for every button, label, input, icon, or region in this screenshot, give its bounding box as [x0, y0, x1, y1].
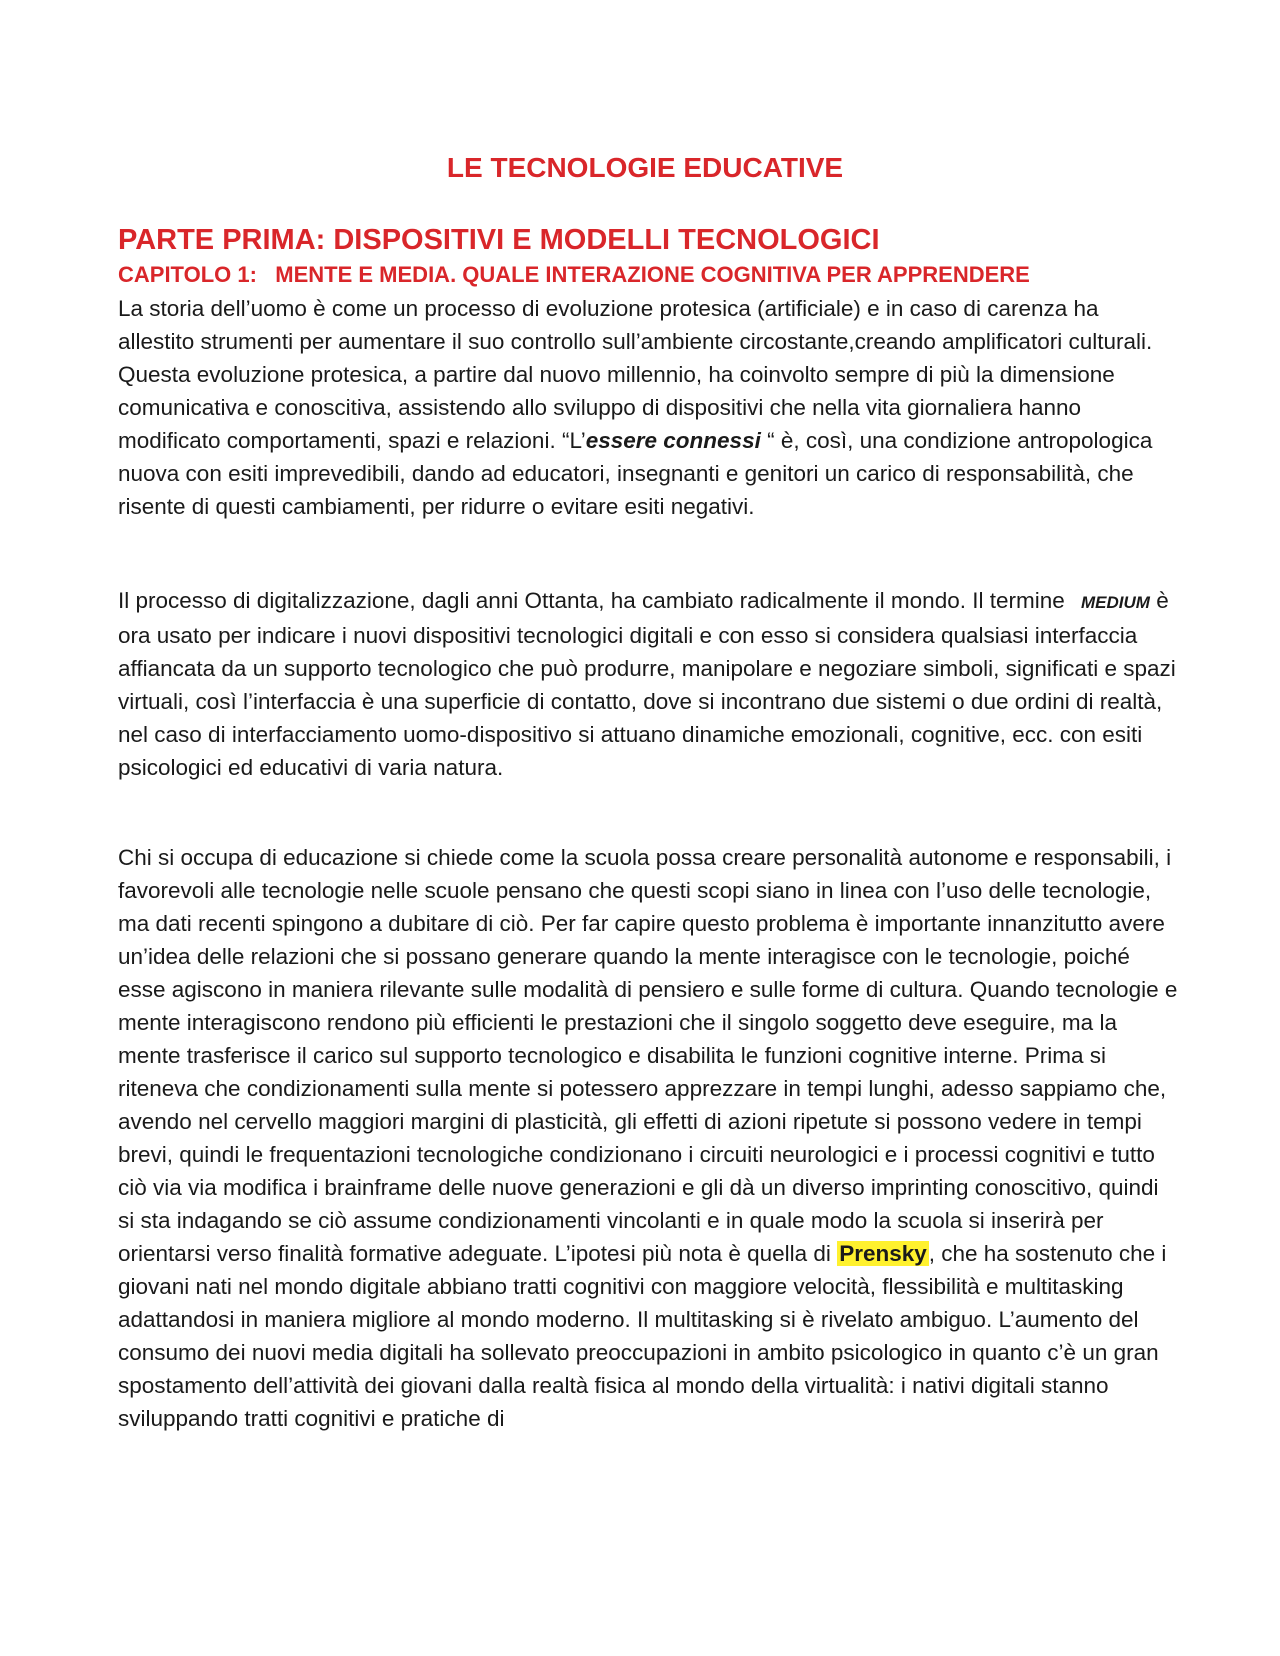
paragraph-education-text-b: , che ha sostenuto che i giovani nati nel mondo digitale abbiano tratti cognitivi con maggiore velocità, flessibilità e multitasking adattandosi in maniera migliore al mondo moderno. Il multitasking si è rivelato ambiguo. L’aumento del consumo dei nuovi media digitali ha sollevato preoccupazioni in ambito psicologico in quanto c’è un gran spostamento dell’attività dei giovani dalla realtà fisica al mondo della virtualità: i nativi digitali stanno sviluppando tratti cognitivi e pratiche di	[118, 1241, 1167, 1431]
paragraph-digitalization-text-a: Il processo di digitalizzazione, dagli anni Ottanta, ha cambiato radicalmente il mondo. Il termine	[118, 588, 1071, 613]
paragraph-digitalization-text-b: è ora usato per indicare i nuovi dispositivi tecnologici digitali e con esso si considera qualsiasi interfaccia affiancata da un supporto tecnologico che può produrre, manipolare e negoziare simboli, significati e spazi virtuali, così l’interfaccia è una superficie di contatto, dove si incontrano due sistemi o due ordini di realtà, nel caso di interfacciamento uomo-dispositivo si attuano dinamiche emozionali, cognitive, ecc. con esiti psicologici ed educativi di varia natura.	[118, 588, 1176, 780]
document-title: LE TECNOLOGIE EDUCATIVE	[446, 152, 844, 183]
paragraph-education	[118, 841, 1178, 1435]
paragraph-intro	[118, 292, 1178, 523]
chapter-title: CAPITOLO 1: MENTE E MEDIA. QUALE INTERAZIONE COGNITIVA PER APPRENDERE	[118, 262, 1030, 287]
emphasis-essere-connessi: essere connessi	[585, 428, 761, 453]
highlight-prensky: Prensky	[839, 1241, 927, 1266]
part-title: PARTE PRIMA: DISPOSITIVI E MODELLI TECNOLOGICI	[118, 224, 880, 256]
paragraph-education-text-a: Chi si occupa di educazione si chiede come la scuola possa creare personalità autonome e responsabili, i favorevoli alle tecnologie nelle scuole pensano che questi scopi siano in linea con l’uso delle tecnologie, ma dati recenti spingono a dubitare di ciò. Per far capire questo problema è importante innanzitutto avere un’idea delle relazioni che si possano generare quando la mente interagisce con le tecnologie, poiché esse agiscono in maniera rilevante sulle modalità di pensiero e sulle forme di cultura. Quando tecnologie e mente interagiscono rendono più efficienti le prestazioni che il singolo soggetto deve eseguire, ma la mente trasferisce il carico sul supporto tecnologico e disabilita le funzioni cognitive interne. Prima si riteneva che condizionamenti sulla mente si potessero apprezzare in tempi lunghi, adesso sappiamo che, avendo nel cervello maggiori margini di plasticità, gli effetti di azioni ripetute si possono vedere in tempi brevi, quindi le frequentazioni tecnologiche condizionano i circuiti neurologici e i processi cognitivi e tutto ciò via via modifica i brainframe delle nuove generazioni e gli dà un diverso imprinting conoscitivo, quindi si sta indagando se ciò assume condizionamenti vincolanti e in quale modo la scuola si inserirà per orientarsi verso finalità formative adeguate. L’ipotesi più nota è quella di	[118, 845, 1178, 1266]
paragraph-intro-text-a: La storia dell’uomo è come un processo di evoluzione protesica (artificiale) e in caso di carenza ha allestito strumenti per aumentare il suo controllo sull’ambiente circostante,creando amplificatori culturali. Questa evoluzione protesica, a partire dal nuovo millennio, ha coinvolto sempre di più la dimensione comunicativa e conoscitiva, assistendo allo sviluppo di dispositivi che nella vita giornaliera hanno modificato comportamenti, spazi e relazioni. “L’	[118, 296, 1153, 453]
emphasis-medium: MEDIUM	[1081, 593, 1150, 612]
paragraph-digitalization	[118, 584, 1178, 784]
paragraph-intro-text-b: “ è, così, una condizione antropologica nuova con esiti imprevedibili, dando ad educatori, insegnanti e genitori un carico di responsabilità, che risente di questi cambiamenti, per ridurre o evitare esiti negativi.	[118, 428, 1153, 519]
